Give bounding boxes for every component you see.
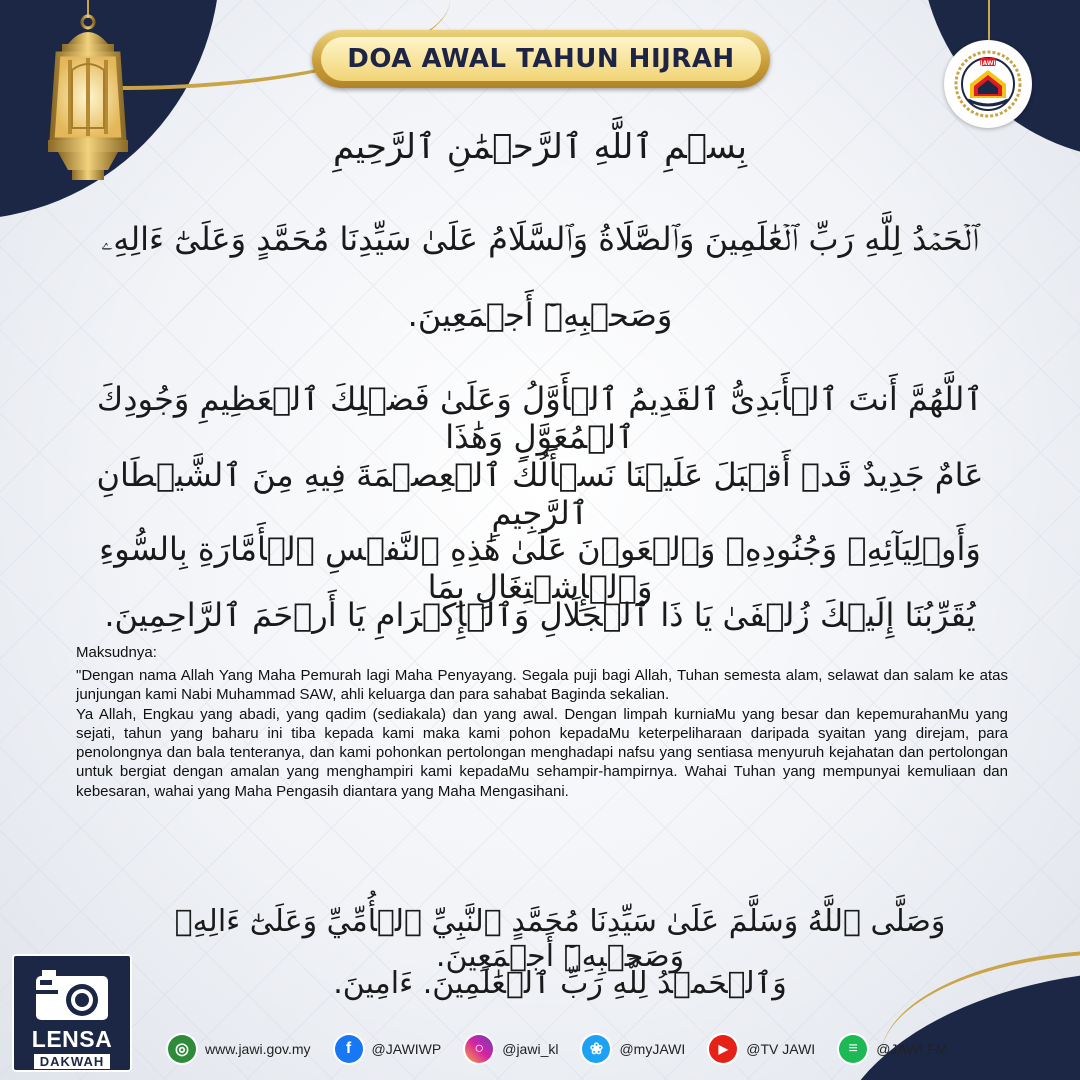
social-label: @TV JAWI: [746, 1041, 816, 1057]
arabic-line-2: وَصَحۡبِهِۦٓ أَجۡمَعِينَ.: [407, 296, 673, 334]
social-item-instagram[interactable]: [465, 1035, 558, 1063]
social-item-youtube[interactable]: [709, 1035, 815, 1063]
social-links-bar: [168, 1034, 971, 1064]
social-label: www.jawi.gov.my: [205, 1041, 311, 1057]
arabic-line-6: يُقَرِّبُنَا إِلَيۡكَ زُلۡفَىٰ يَا ذَا ٱلۡجَلَالِ وَٱلۡإِكۡرَامِ يَا أَرۡحَمَ ٱلرَّاحِمِينَ.: [104, 596, 976, 634]
social-label: @JAWI FM: [876, 1041, 948, 1057]
arabic-line-1: ٱلۡحَمۡدُ لِلَّهِ رَبِّ ٱلۡعَٰلَمِينَ وَٱلصَّلَاةُ وَٱلسَّلَامُ عَلَىٰ سَيِّدِنَا مُحَمَّدٍ وَعَلَىٰٓ ءَالِهِۦ: [101, 220, 979, 258]
translation-paragraph: Ya Allah, Engkau yang abadi, yang qadim (sediakala) dan yang awal. Dengan limpah kurniaMu yang besar dan kepemurahanMu yang sejati, tahun yang baharu ini tiba kepada kami maka kami pohon kepadaMu keterpeliharaan daripada syaitan yang direjam, para penolongnya dan bala tenteranya, dan kami pohonkan pertolongan menghadapi nafsu yang sentiasa menyuruh kejahatan dan pertolongan untuk bergiat dengan amalan yang menghampiri kami kepadaMu sehampir-hampirnya. Wahai Tuhan yang mempunyai kemuliaan dan kebesaran, wahai yang Maha Pengasih diantara yang Maha Mengasihani.: [76, 705, 1008, 800]
arabic-closing-2: وَٱلۡحَمۡدُ لِلَّهِ رَبِّ ٱلۡعَٰلَمِينَ. ءَامِينَ.: [333, 966, 787, 1001]
lensa-dakwah-badge: [12, 954, 132, 1072]
arabic-line-5: وَأَوۡلِيَآئِهِۦ وَجُنُودِهِۦ وَٱلۡعَوۡنَ عَلَىٰ هَٰذِهِ ٱلنَّفۡسِ ٱلۡأَمَّارَةِ بِالسُّوءِ وَٱلۡإِشۡتِغَالِ بِمَا: [99, 530, 981, 606]
title-banner: [312, 30, 770, 88]
social-item-website[interactable]: [168, 1035, 311, 1063]
lensa-title: LENSA: [31, 1026, 113, 1052]
arabic-closing-1: وَصَلَّى ٱللَّهُ وَسَلَّمَ عَلَىٰ سَيِّدِنَا مُحَمَّدٍ ٱلنَّبِيِّ ٱلۡأُمِّيِّ وَعَلَىٰٓ ءَالِهِۦ وَصَحۡبِهِۦٓ أَجۡمَعِينَ.: [174, 904, 946, 974]
social-item-spotify[interactable]: [839, 1035, 947, 1063]
social-label: @JAWIWP: [371, 1041, 442, 1057]
logo-hanging-string: [988, 0, 990, 40]
title-banner-inner: [321, 37, 761, 81]
lensa-subtitle: DAKWAH: [34, 1054, 111, 1069]
social-label: @jawi_kl: [502, 1041, 559, 1057]
translation-label: Maksudnya:: [76, 644, 157, 661]
translation-body: [76, 666, 1008, 801]
instagram-icon: ○: [465, 1035, 493, 1063]
social-item-facebook[interactable]: [335, 1035, 442, 1063]
spotify-icon: ≡: [839, 1035, 867, 1063]
arabic-line-4: عَامٌ جَدِيدٌ قَدۡ أَقۡبَلَ عَلَيۡنَا نَسۡأَلُكَ ٱلۡعِصۡمَةَ فِيهِ مِنَ ٱلشَّيۡطَانِ ٱلرَّجِيمِ: [96, 456, 984, 532]
translation-paragraph: "Dengan nama Allah Yang Maha Pemurah lagi Maha Penyayang. Segala puji bagi Allah, Tuhan semesta alam, selawat dan salam ke atas junjungan kami Nabi Muhammad SAW, ahli keluarga dan para sahabat Baginda sekalian.: [76, 667, 1008, 704]
jawi-logo: [944, 40, 1032, 128]
twitter-icon: ❀: [582, 1035, 610, 1063]
arabic-line-3: ٱللَّهُمَّ أَنتَ ٱلۡأَبَدِىُّ ٱلقَدِيمُ ٱلۡأَوَّلُ وَعَلَىٰ فَضۡلِكَ ٱلۡعَظِيمِ وَجُودِكَ ٱلۡمُعَوَّلِ وَهَٰذَا: [96, 380, 984, 456]
social-item-twitter[interactable]: [582, 1035, 685, 1063]
page-title: DOA AWAL TAHUN HIJRAH: [347, 44, 735, 74]
youtube-icon: ▶: [709, 1035, 737, 1063]
logo-text: JAWI: [980, 60, 996, 67]
jawi-emblem-icon: [952, 48, 1024, 120]
globe-icon: ◎: [168, 1035, 196, 1063]
arabic-bismillah: بِسۡمِ ٱللَّهِ ٱلرَّحۡمَٰنِ ٱلرَّحِيمِ: [333, 127, 747, 167]
facebook-icon: f: [335, 1035, 363, 1063]
social-label: @myJAWI: [619, 1041, 686, 1057]
camera-icon: [32, 964, 112, 1024]
